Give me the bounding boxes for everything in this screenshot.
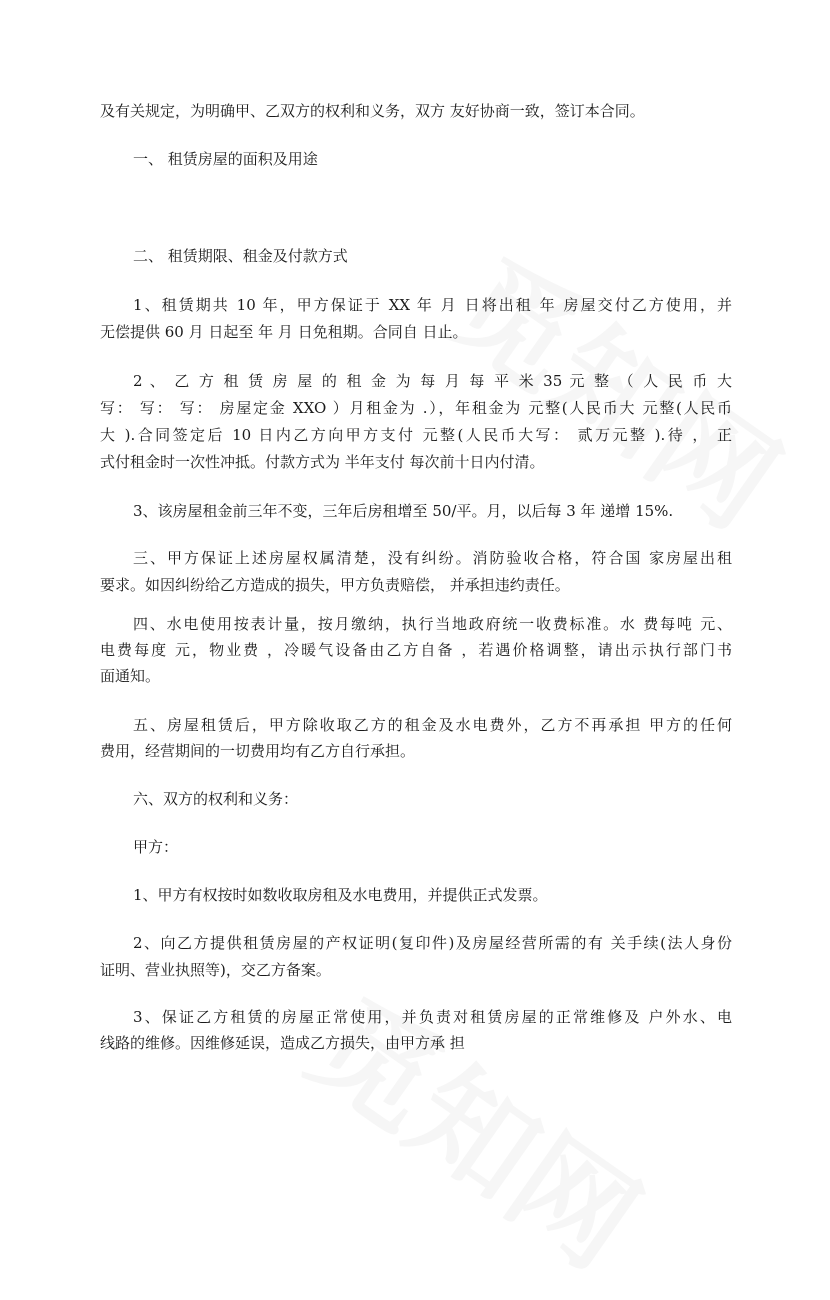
text-line: 3、该房屋租金前三年不变，三年后房租增至 50/平。月，以后每 3 年 递增 15%. bbox=[133, 502, 674, 520]
text-line: 3、保证乙方租赁的房屋正常使用，并负责对租赁房屋的正常维修及 户外水、电 bbox=[133, 1008, 732, 1026]
text-line: 无偿提供 60 月 日起至 年 月 日免租期。合同自 日止。 bbox=[100, 323, 468, 341]
text-line: 式付租金时一次性冲抵。付款方式为 半年支付 每次前十日内付清。 bbox=[100, 453, 545, 471]
text-line: 2 、 乙 方 租 赁 房 屋 的 租 金 为 每 月 每 平 米 35 元 整 （ 人 民 币 大 bbox=[133, 372, 732, 390]
text-line: 及有关规定，为明确甲、乙双方的权利和义务，双方 友好协商一致，签订本合同。 bbox=[100, 102, 645, 120]
text-line: 三、甲方保证上述房屋权属清楚，没有纠纷。消防验收合格，符合国 家房屋出租 bbox=[133, 549, 732, 567]
section-heading: 一、 租赁房屋的面积及用途 bbox=[133, 150, 318, 168]
text-line: 1、租赁期共 10 年，甲方保证于 XX 年 月 日将出租 年 房屋交付乙方使用，并 bbox=[133, 296, 732, 314]
text-line: 1、甲方有权按时如数收取房租及水电费用，并提供正式发票。 bbox=[133, 886, 548, 904]
section-heading: 六、双方的权利和义务： bbox=[133, 790, 299, 808]
text-line: 甲方： bbox=[133, 838, 179, 856]
text-line: 费用，经营期间的一切费用均有乙方自行承担。 bbox=[100, 742, 416, 760]
text-line: 要求。如因纠纷给乙方造成的损失，甲方负责赔偿， 并承担违约责任。 bbox=[100, 576, 570, 594]
text-line: 线路的维修。因维修延误，造成乙方损失，由甲方承 担 bbox=[100, 1034, 465, 1052]
text-line: 四、水电使用按表计量，按月缴纳，执行当地政府统一收费标准。水 费每吨 元、 bbox=[133, 615, 732, 633]
text-line: 写： 写： 写： 房屋定金 XXO ）月租金为 .），年租金为 元整(人民币大 元整(人民币 bbox=[100, 399, 732, 417]
text-line: 面通知。 bbox=[100, 667, 161, 685]
text-line: 2、向乙方提供租赁房屋的产权证明(复印件)及房屋经营所需的有 关手续(法人身份 bbox=[133, 934, 732, 952]
text-line: 证明、营业执照等)，交乙方备案。 bbox=[100, 961, 331, 979]
text-line: 五、房屋租赁后，甲方除收取乙方的租金及水电费外，乙方不再承担 甲方的任何 bbox=[133, 716, 732, 734]
section-heading: 二、 租赁期限、租金及付款方式 bbox=[133, 247, 348, 265]
text-line: 电费每度 元，物业费 ，冷暖气设备由乙方自备 ，若遇价格调整，请出示执行部门书 bbox=[100, 641, 732, 659]
text-line: 大 ).合同签定后 10 日内乙方向甲方支付 元整(人民币大写： 贰万元整 ).待 ， 正 bbox=[100, 426, 732, 444]
